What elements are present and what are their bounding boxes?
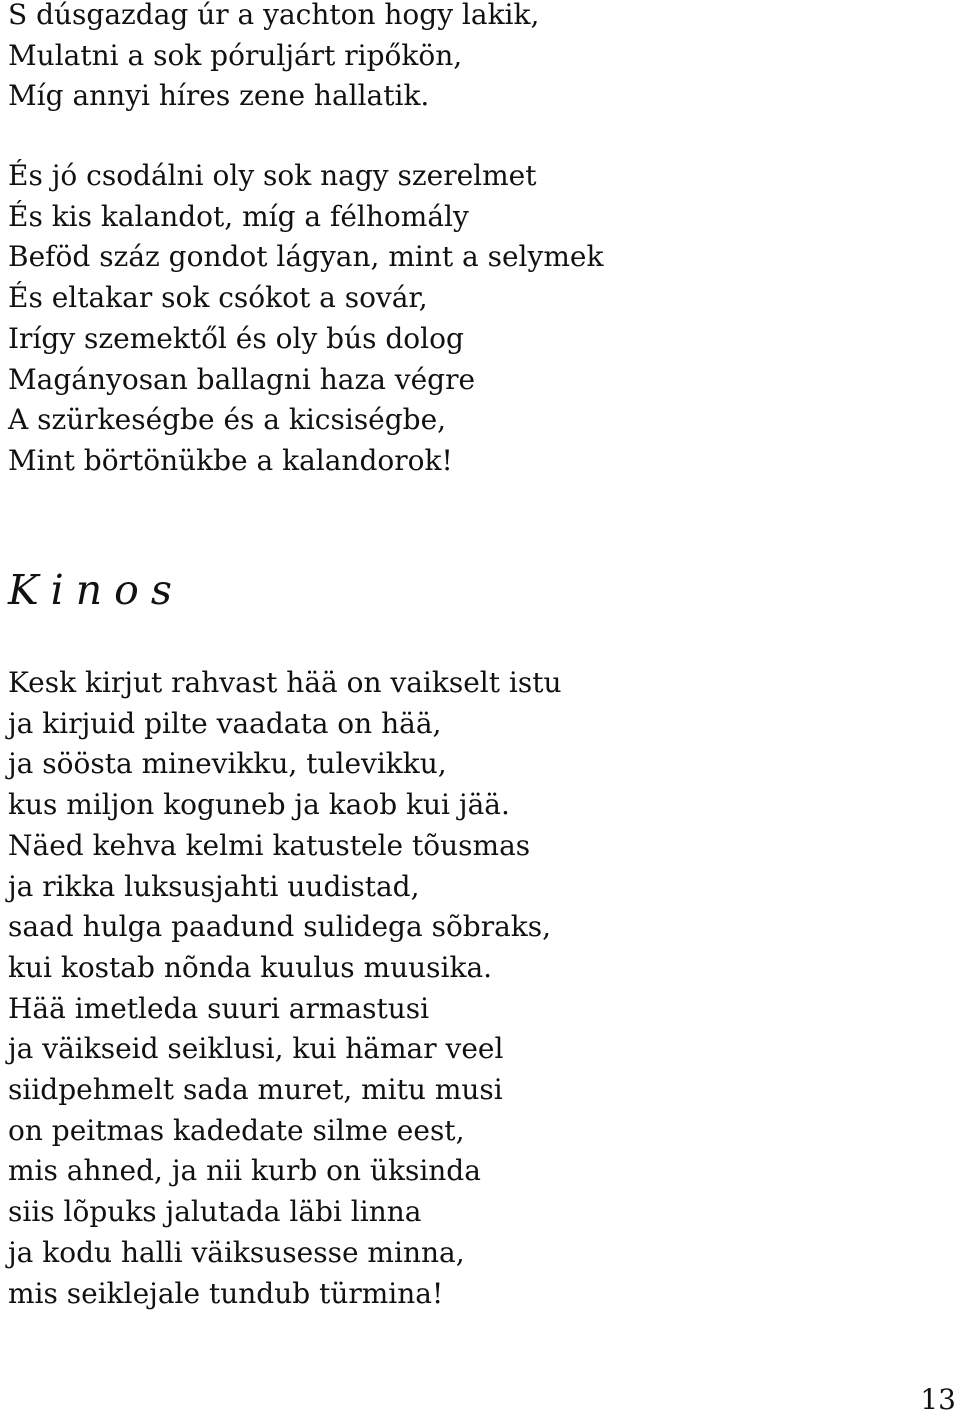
stanza-estonian (8, 663, 562, 1314)
poem-line: Hää imetleda suuri armastusi (8, 991, 430, 1025)
poem-line: És jó csodálni oly sok nagy szerelmet (8, 159, 537, 192)
poem-line: S dúsgazdag úr a yachton hogy lakik, (8, 0, 540, 31)
poem-line: on peitmas kadedate silme eest, (8, 1113, 465, 1147)
poem-line: ja väikseid seiklusi, kui hämar veel (8, 1032, 504, 1066)
poem-line: Irígy szemektől és oly bús dolog (8, 321, 464, 355)
poem-line: ja kirjuid pilte vaadata on hää, (8, 706, 442, 740)
poem-line: Näed kehva kelmi katustele tõusmas (8, 828, 531, 862)
stanza-hungarian-ending (8, 0, 539, 117)
poem-line: ja kodu halli väiksusesse minna, (8, 1235, 465, 1269)
poem-line: Mulatni a sok póruljárt ripőkön, (8, 38, 463, 72)
poem-line: Míg annyi híres zene hallatik. (8, 79, 430, 113)
poem-line: ja rikka luksusjahti uudistad, (8, 869, 420, 903)
poem-line: siis lõpuks jalutada läbi linna (8, 1195, 422, 1229)
poem-line: A szürkeségbe és a kicsiségbe, (8, 403, 447, 437)
poem-line: kus miljon koguneb ja kaob kui jää. (8, 788, 510, 822)
poem-line: Mint börtönükbe a kalandorok! (8, 443, 453, 477)
poem-line: Kesk kirjut rahvast hää on vaikselt istu (8, 666, 562, 699)
poem-line: És eltakar sok csókot a sovár, (8, 281, 428, 315)
stanza-hungarian-final (8, 156, 603, 482)
poem-line: ja söösta minevikku, tulevikku, (8, 747, 447, 781)
poem-line: Magányosan ballagni haza végre (8, 362, 476, 396)
poem-line: siidpehmelt sada muret, mitu musi (8, 1073, 503, 1107)
poem-line: Beföd száz gondot lágyan, mint a selymek (8, 240, 604, 274)
poem-line: És kis kalandot, míg a félhomály (8, 199, 469, 233)
page-number: 13 (920, 1383, 956, 1416)
poem-title: Kinos (8, 566, 184, 614)
poem-line: kui kostab nõnda kuulus muusika. (8, 950, 493, 984)
poem-line: mis seiklejale tundub türmina! (8, 1276, 444, 1310)
poem-line: mis ahned, ja nii kurb on üksinda (8, 1154, 481, 1188)
poem-line: saad hulga paadund sulidega sõbraks, (8, 910, 552, 944)
